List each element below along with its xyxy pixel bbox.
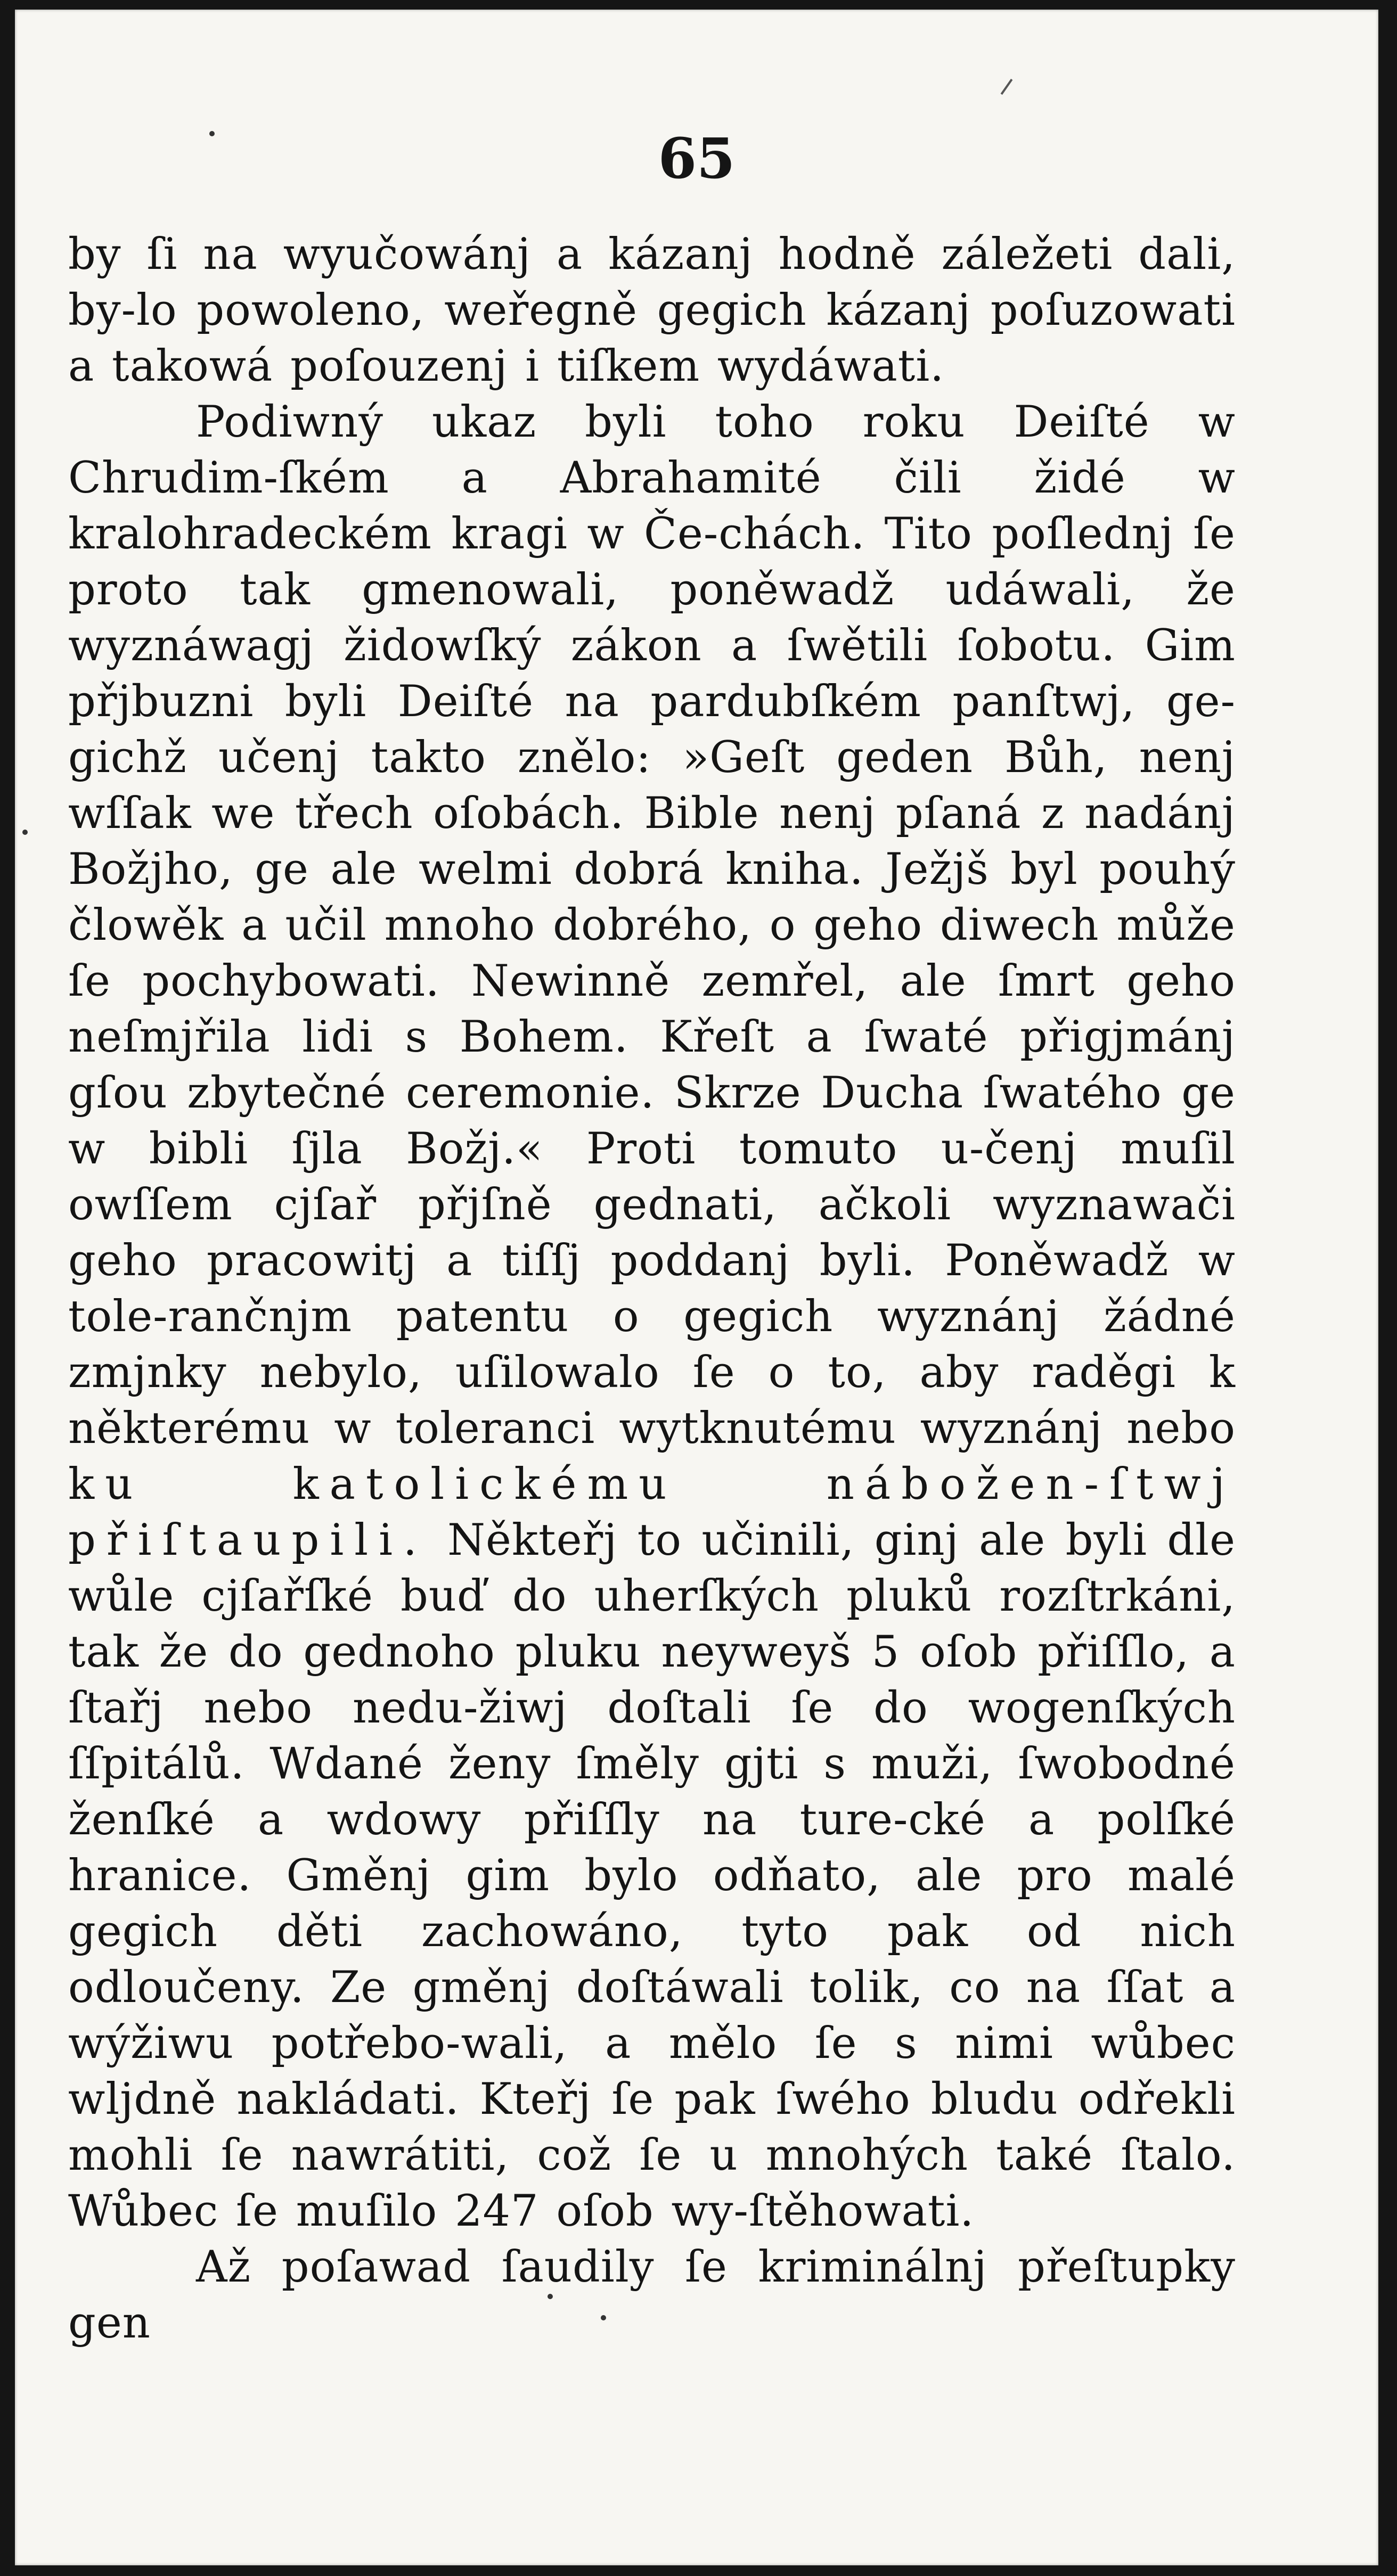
speck	[22, 830, 28, 835]
paragraph-2-text: Podiwný ukaz byli toho roku Deiſté w Chrudim-ſkém a Abrahamité čili židé w kralohradeckém kragi w Če-chách. Tito poſlednj ſe proto tak gmenowali, poněwadž udáwali, že wyznáwagj židowſký zákon a ſwětili ſobotu. Gim přjbuzni byli Deiſté na pardubſkém panſtwj, ge-gichž učenj takto znělo: »Geſt geden Bůh, nenj wſſak we třech oſobách. Bible nenj pſaná z nadánj Božjho, ge ale welmi dobrá kniha. Ježjš byl pouhý člowěk a učil mnoho dobrého, o geho diwech může ſe pochybowati. Newinně zemřel, ale ſmrt geho neſmjřila lidi s Bohem. Křeſt a ſwaté přigjmánj gſou zbytečné ceremonie. Skrze Ducha ſwatého ge w bibli ſjla Božj.« Proti tomuto u-čenj muſil owſſem cjſař přjſně gednati, ačkoli wyznawači geho pracowitj a tiſſj poddanj byli. Poněwadž w tole-rančnjm patentu o gegich wyznánj žádné zmjnky nebylo, uſilowalo ſe o to, aby raděgi k některému w toleranci wytknutému wyznánj nebo	[68, 397, 1236, 1454]
spaced-emphasis: ku katolickému nábožen-ſtwj přiſtaupili.	[68, 1459, 1236, 1565]
speck	[1001, 79, 1013, 95]
speck	[601, 2315, 606, 2320]
book-page	[15, 10, 1378, 2565]
paragraph-1: by ſi na wyučowánj a kázanj hodně záležeti dali, by-lo powoleno, weřegně gegich kázanj poſuzowati a takowá poſouzenj i tiſkem wydáwati.	[68, 229, 1236, 391]
page-number: 65	[658, 126, 736, 191]
speck	[209, 131, 215, 136]
speck	[548, 2294, 553, 2299]
page-body	[68, 227, 1236, 2351]
paragraph-2	[68, 395, 1236, 2239]
paragraph-3: Až poſawad ſaudily ſe kriminálnj přeſtupky gen	[68, 2242, 1236, 2348]
paragraph-2-continuation: Někteřj to učinili, ginj ale byli dle wůle cjſařſké buď do uherſkých pluků rozſtrkáni, tak že do gednoho pluku neyweyš 5 oſob přiſſlo, a ſtařj nebo nedu-žiwj doſtali ſe do wogenſkých ſſpitálů. Wdané ženy ſměly gjti s muži, ſwobodné ženſké a wdowy přiſſly na ture-cké a polſké hranice. Gměnj gim bylo odňato, ale pro malé gegich děti zachowáno, tyto pak od nich odloučeny. Ze gměnj doſtáwali tolik, co na ſſat a wýžiwu potřebo-wali, a mělo ſe s nimi wůbec wljdně nakládati. Kteřj ſe pak ſwého bludu odřekli mohli ſe nawrátiti, což ſe u mnohých také ſtalo. Wůbec ſe muſilo 247 oſob wy-ſtěhowati.	[68, 1515, 1236, 2236]
